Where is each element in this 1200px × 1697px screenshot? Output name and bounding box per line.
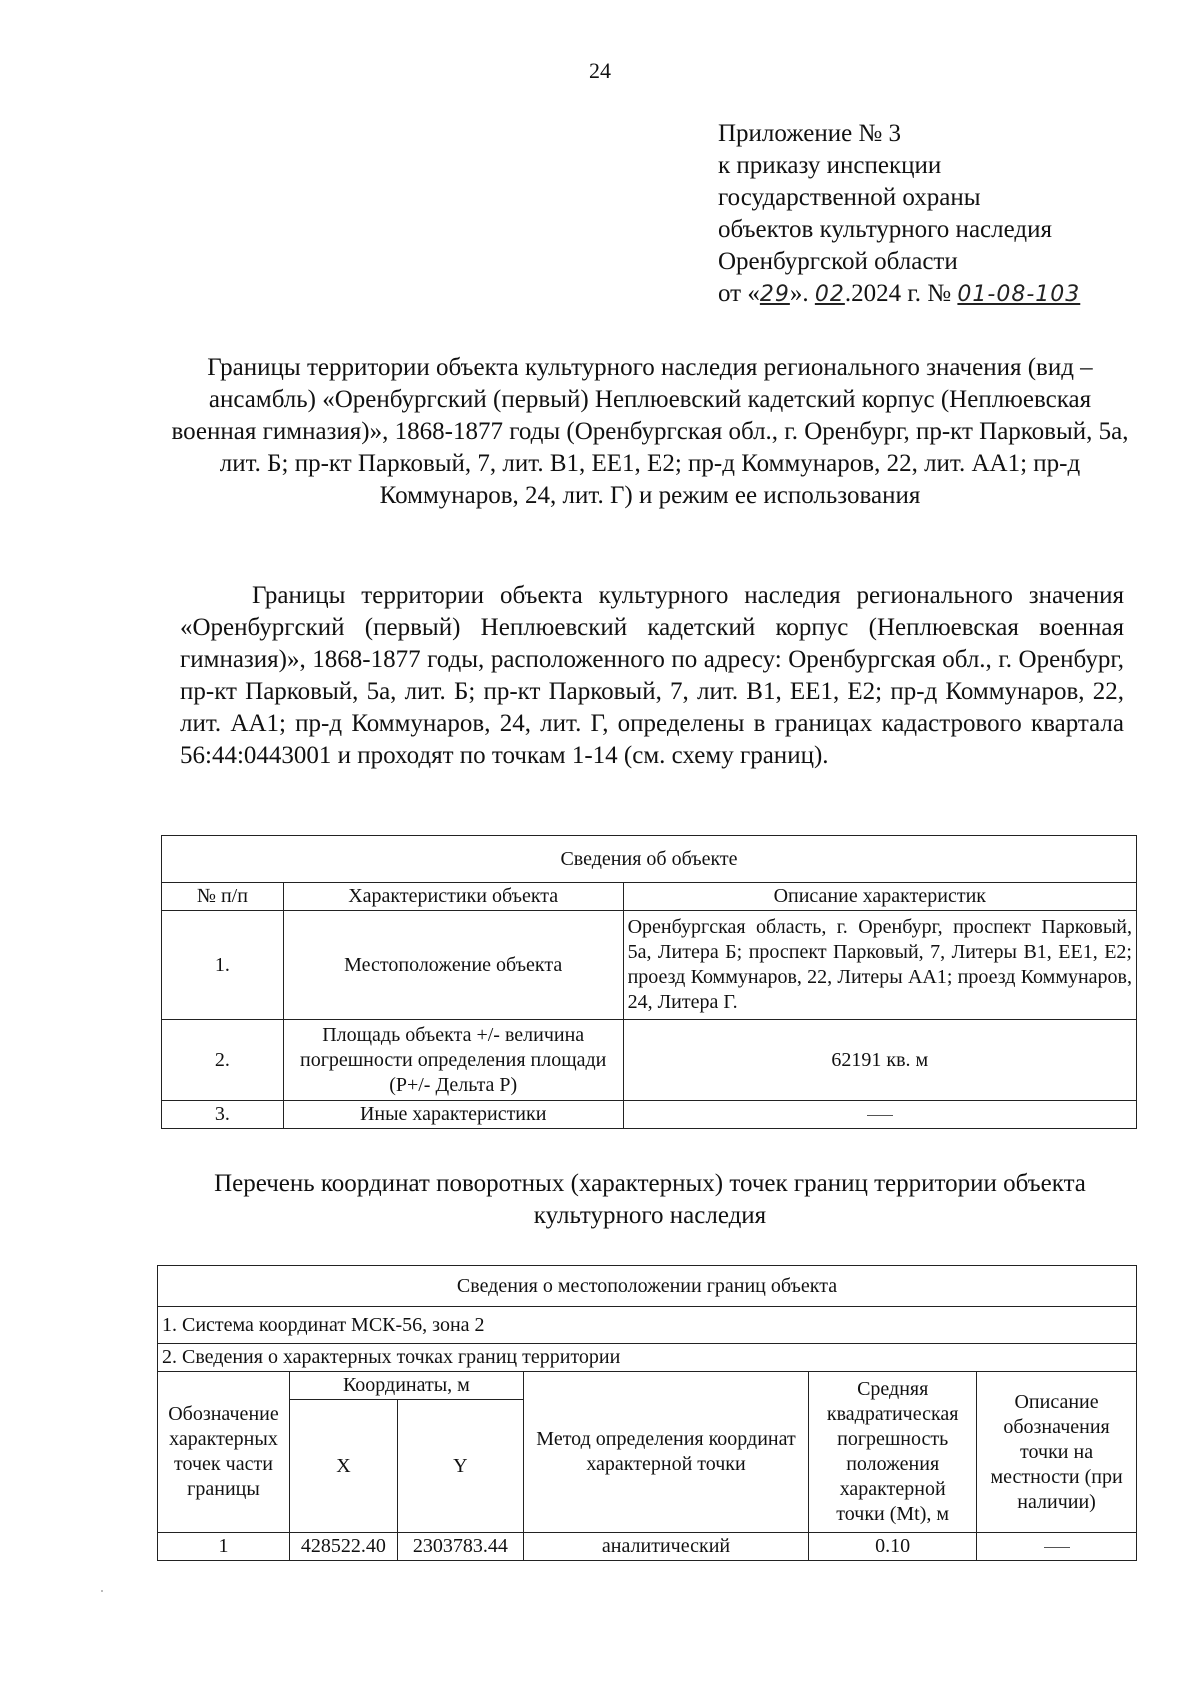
scan-speck [101,1590,103,1592]
row-value: 62191 кв. м [623,1020,1136,1101]
object-table-caption: Сведения об объекте [162,836,1137,883]
coords-table-caption: Сведения о местоположении границ объекта [158,1266,1137,1307]
header-point-description: Описание обозначения точки на местности (при наличии) [977,1372,1137,1533]
header-designation: Обозначение характерных точек части границы [158,1372,290,1533]
appendix-line: к приказу инспекции [718,152,942,179]
date-prefix: от « [718,280,760,307]
header-characteristic: Характеристики объекта [283,883,623,911]
appendix-header [718,118,1080,311]
handwritten-month: 02 [814,282,845,307]
coordinates-table [157,1265,1137,1561]
handwritten-order-number: 01-08-103 [957,282,1081,307]
document-title: Границы территории объекта культурного наследия регионального значения (вид – ансамбль) «Оренбургский (первый) Неплюевский кадетский корпус (Неплюевская военная гимназия)», 1868-1877 годы (Оренбургская обл., г. Оренбург, пр-кт Парковый, 5а, лит. Б; пр-кт Парковый, 7, лит. В1, ЕЕ1, Е2; пр-д Коммунаров, 22, лит. АА1; пр-д Коммунаров, 24, лит. Г) и режим ее использования [171,354,1129,509]
object-info-table [161,835,1137,1129]
header-description: Описание характеристик [623,883,1136,911]
row-number: 3. [162,1101,284,1129]
point-y: 2303783.44 [397,1533,523,1561]
table-row [158,1533,1137,1561]
point-description [977,1533,1137,1561]
row-number: 2. [162,1020,284,1101]
boundary-description: Границы территории объекта культурного наследия регионального значения «Оренбургский (первый) Неплюевский кадетский корпус (Неплюевская военная гимназия)», 1868-1877 годы, расположенного по адресу: Оренбургская обл., г. Оренбург, пр-кт Парковый, 5а, лит. Б; пр-кт Парковый, 7, лит. В1, ЕЕ1, Е2; пр-д Коммунаров, 22, лит. АА1; пр-д Коммунаров, 24, лит. Г, определены в границах кадастрового квартала 56:44:0443001 и проходят по точкам 1-14 (см. схему границ). [180,582,1124,769]
order-date-line [718,278,1080,311]
row-value [623,1101,1136,1129]
header-x: X [289,1400,397,1533]
handwritten-day: 29 [759,282,790,307]
point-method: аналитический [523,1533,808,1561]
table-row [162,911,1137,1020]
row-name: Местоположение объекта [283,911,623,1020]
point-x: 428522.40 [289,1533,397,1561]
page-number: 24 [589,58,611,83]
table-row [162,1101,1137,1129]
coordinates-section-title: Перечень координат поворотных (характерных) точек границ территории объекта культурного наследия [214,1170,1086,1229]
date-mid: ». [789,280,815,307]
appendix-line: Приложение № 3 [718,120,902,147]
dash-mark [867,1115,893,1116]
header-error: Средняя квадратическая погрешность положения характерной точки (Mt), м [809,1372,977,1533]
date-year: .2024 г. № [844,280,958,307]
row-number: 1. [162,911,284,1020]
point-number: 1 [158,1533,290,1561]
appendix-line: Оренбургской области [718,248,958,275]
appendix-line: объектов культурного наследия [718,216,1052,243]
row-value: Оренбургская область, г. Оренбург, проспект Парковый, 5а, Литера Б; проспект Парковый, 7, Литеры В1, ЕЕ1, Е2; проезд Коммунаров, 22, Литеры АА1; проезд Коммунаров, 24, Литера Г. [623,911,1136,1020]
table-row [162,1020,1137,1101]
row-name: Площадь объекта +/- величина погрешности определения площади (Р+/- Дельта Р) [283,1020,623,1101]
row-name: Иные характеристики [283,1101,623,1129]
appendix-line: государственной охраны [718,184,981,211]
dash-mark [1044,1547,1070,1548]
point-error: 0.10 [809,1533,977,1561]
header-number: № п/п [162,883,284,911]
points-header: 2. Сведения о характерных точках границ территории [158,1344,1137,1372]
coordinate-system: 1. Система координат МСК-56, зона 2 [158,1307,1137,1344]
header-coordinates: Координаты, м [289,1372,523,1400]
header-y: Y [397,1400,523,1533]
header-method: Метод определения координат характерной точки [523,1372,808,1533]
